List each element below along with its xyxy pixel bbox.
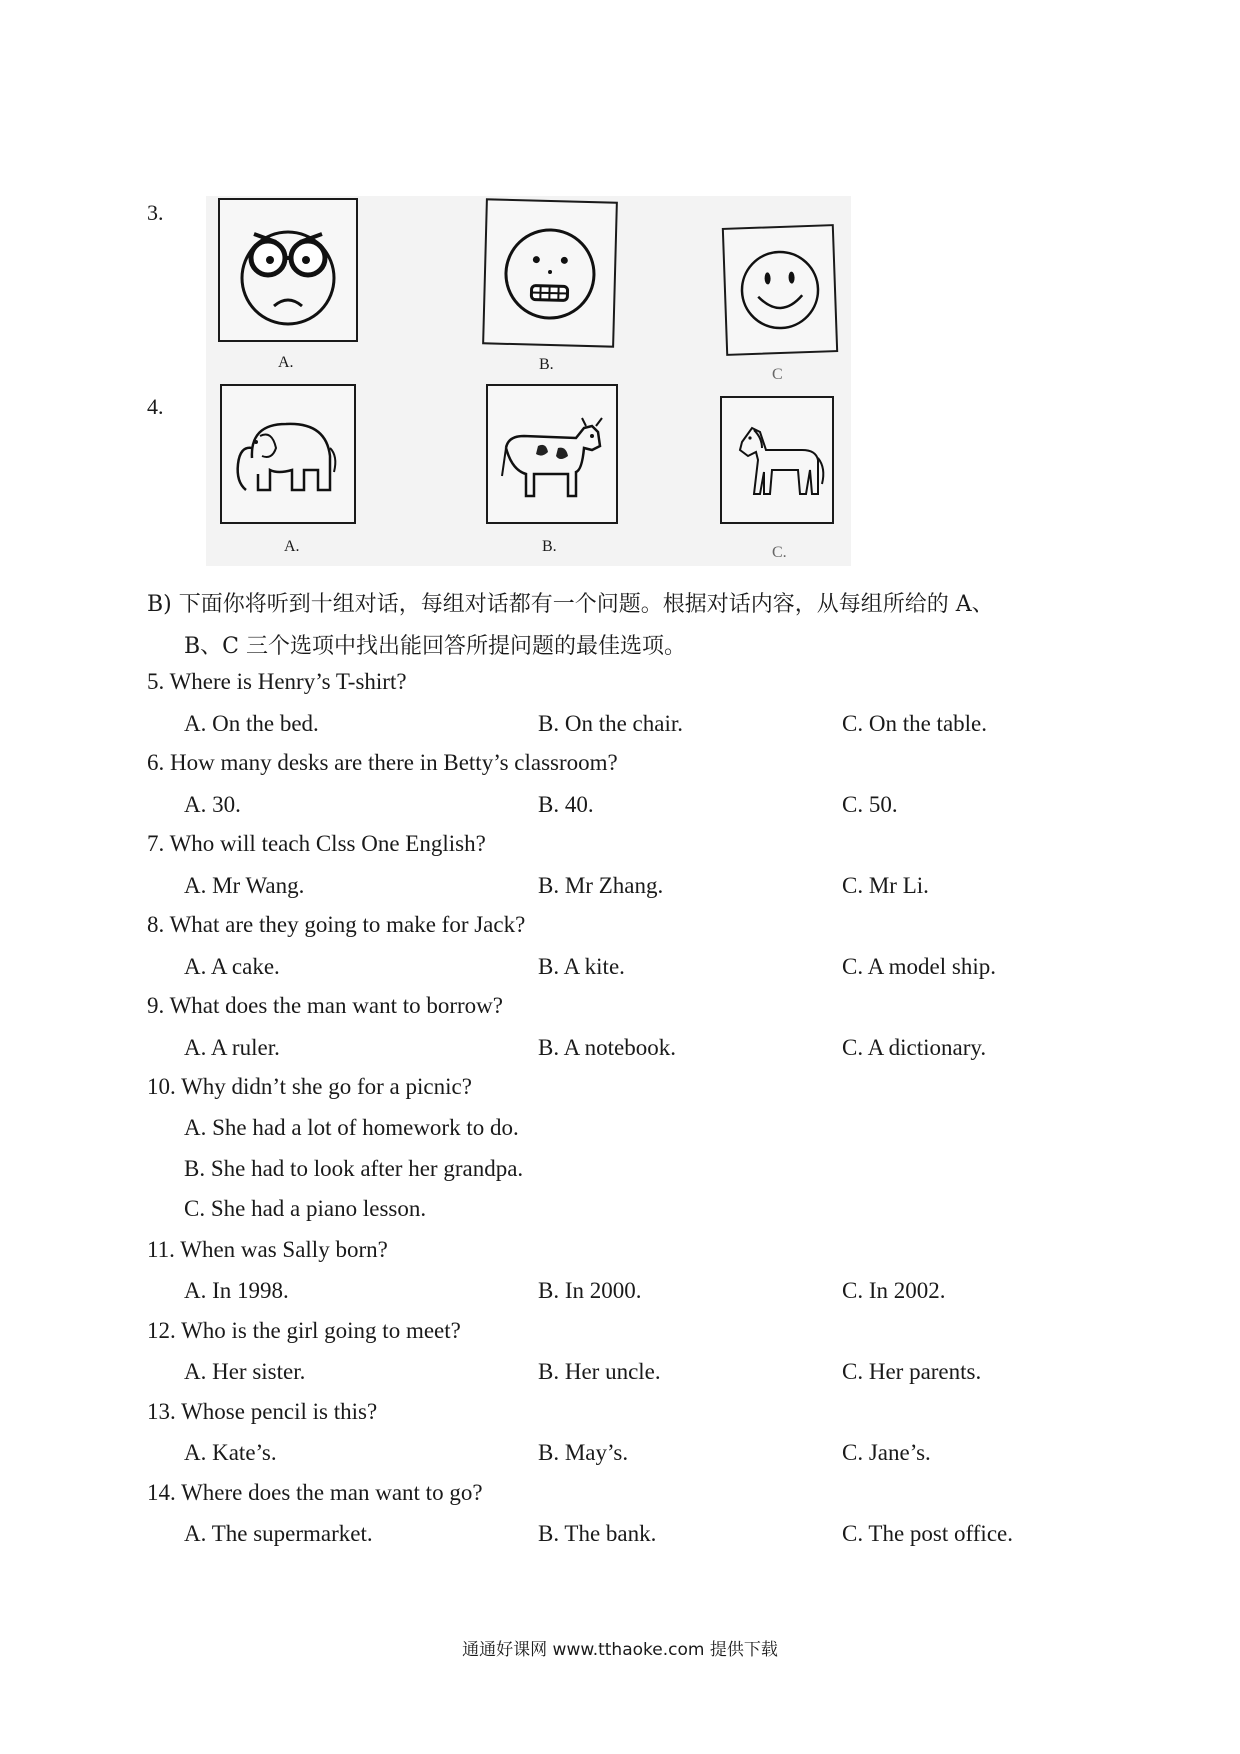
option-frame-4c [720,396,834,524]
q12-option-b: B. Her uncle. [538,1359,661,1384]
q7-option-b: B. Mr Zhang. [538,873,664,898]
question-5: 5. Where is Henry’s T-shirt? [147,669,407,694]
q12-option-a: A. Her sister. [184,1359,306,1384]
question-number-4: 4. [147,394,164,419]
q8-option-c: C. A model ship. [842,954,996,979]
question-10: 10. Why didn’t she go for a picnic? [147,1074,472,1099]
option-frame-3c [722,224,838,356]
q14-option-a: A. The supermarket. [184,1521,373,1546]
option-label-3a: A. [278,354,294,371]
option-label-4a: A. [284,538,300,555]
option-label-3b: B. [539,356,554,373]
q10-option-c: C. She had a piano lesson. [184,1196,427,1221]
elephant-icon [222,386,354,522]
question-number-3: 3. [147,200,164,225]
q9-option-c: C. A dictionary. [842,1035,987,1060]
q9-option-a: A. A ruler. [184,1035,280,1060]
q8-option-b: B. A kite. [538,954,625,979]
option-frame-4b [486,384,618,524]
part-b-instruction-line1: B) 下面你将听到十组对话，每组对话都有一个问题。根据对话内容，从每组所给的 A、 [147,592,994,617]
q10-option-b: B. She had to look after her grandpa. [184,1156,524,1181]
q6-option-a: A. 30. [184,792,241,817]
q10-option-a: A. She had a lot of homework to do. [184,1115,519,1140]
q6-option-c: C. 50. [842,792,898,817]
q6-option-b: B. 40. [538,792,594,817]
q8-option-a: A. A cake. [184,954,280,979]
option-frame-3a [218,198,358,342]
q11-option-b: B. In 2000. [538,1278,642,1303]
question-8: 8. What are they going to make for Jack? [147,912,526,937]
option-frame-3b [482,198,618,347]
part-b-instruction-line2: B、C 三个选项中找出能回答所提问题的最佳选项。 [184,634,686,659]
q13-option-c: C. Jane’s. [842,1440,931,1465]
option-label-3c: C [772,366,783,383]
q7-option-a: A. Mr Wang. [184,873,305,898]
option-frame-4a [220,384,356,524]
q13-option-a: A. Kate’s. [184,1440,277,1465]
q12-option-c: C. Her parents. [842,1359,982,1384]
question-6: 6. How many desks are there in Betty’s classroom? [147,750,618,775]
question-12: 12. Who is the girl going to meet? [147,1318,461,1343]
q11-option-a: A. In 1998. [184,1278,289,1303]
option-label-4b: B. [542,538,557,555]
q9-option-b: B. A notebook. [538,1035,677,1060]
q7-option-c: C. Mr Li. [842,873,929,898]
picture-panel [206,196,851,566]
question-11: 11. When was Sally born? [147,1237,388,1262]
question-9: 9. What does the man want to borrow? [147,993,503,1018]
q5-option-c: C. On the table. [842,711,987,736]
sad-face-with-glasses-icon [220,200,356,340]
q14-option-c: C. The post office. [842,1521,1013,1546]
q5-option-a: A. On the bed. [184,711,319,736]
question-7: 7. Who will teach Clss One English? [147,831,486,856]
q5-option-b: B. On the chair. [538,711,683,736]
question-14: 14. Where does the man want to go? [147,1480,483,1505]
q14-option-b: B. The bank. [538,1521,657,1546]
q11-option-c: C. In 2002. [842,1278,946,1303]
cow-icon [488,386,616,522]
q13-option-b: B. May’s. [538,1440,629,1465]
grimacing-face-icon [484,200,616,345]
footer-watermark: 通通好课网 www.tthaoke.com 提供下载 [462,1640,778,1660]
question-13: 13. Whose pencil is this? [147,1399,378,1424]
smiling-face-icon [724,226,836,354]
option-label-4c: C. [772,544,787,561]
horse-icon [722,398,832,522]
